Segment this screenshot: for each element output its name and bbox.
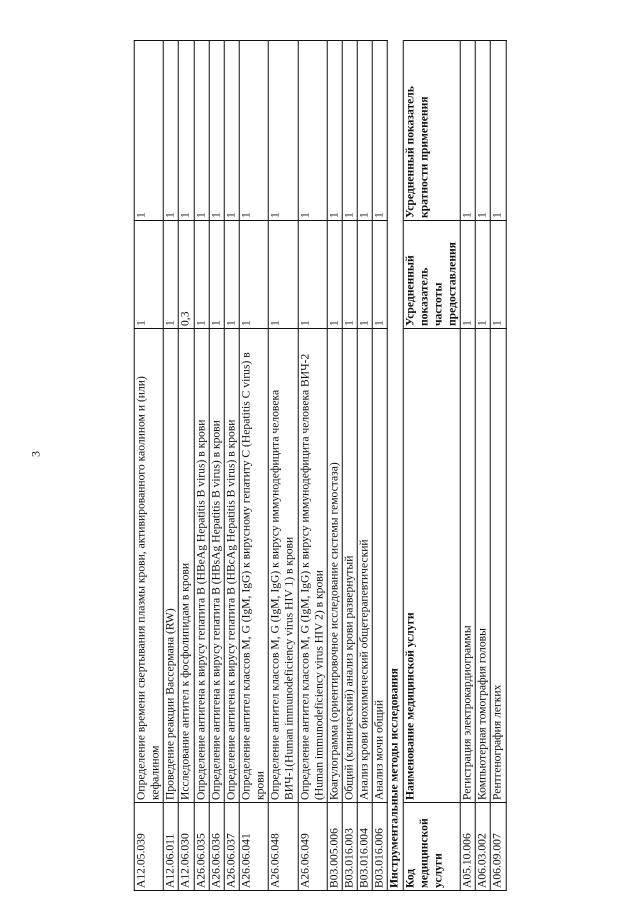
service-name: Определение времени свертывания плазмы крови, активированного каолином и (или) кефалином <box>134 329 163 803</box>
table-row <box>194 41 209 891</box>
table-row <box>460 41 475 891</box>
header-frequency: Усредненный показатель частоты предоставления <box>403 221 461 329</box>
service-name: Определение антител классов M, G (IgM, IgG) к вирусу иммунодефицита человека ВИЧ-2 (Human immunodeficiency virus HIV 2) в крови <box>298 329 327 803</box>
frequency-value: 1 <box>342 221 357 329</box>
service-name: Анализ мочи общий <box>372 329 387 803</box>
frequency-value: 1 <box>194 221 209 329</box>
header-row <box>403 41 461 891</box>
service-code: A06.03.002 <box>475 803 490 891</box>
service-code: B03.016.003 <box>342 803 357 891</box>
service-name: Исследование антител к фосфолипидам в крови <box>179 329 194 803</box>
frequency-value: 1 <box>239 221 268 329</box>
table-row <box>239 41 268 891</box>
service-code: A05.10.006 <box>460 803 475 891</box>
multiplicity-value: 1 <box>269 41 298 221</box>
table-row <box>475 41 490 891</box>
frequency-value: 1 <box>460 221 475 329</box>
frequency-value: 0,3 <box>179 221 194 329</box>
services-table <box>134 40 507 891</box>
service-name: Проведение реакции Вассермана (RW) <box>164 329 179 803</box>
multiplicity-value: 1 <box>357 41 372 221</box>
service-code: A26.06.035 <box>194 803 209 891</box>
table-row <box>269 41 298 891</box>
multiplicity-value: 1 <box>342 41 357 221</box>
service-name: Определение антител классов M, G (IgM, IgG) к вирусному гепатиту C (Hepatitis C virus) в крови <box>239 329 268 803</box>
table-row <box>224 41 239 891</box>
multiplicity-value: 1 <box>460 41 475 221</box>
instrumental-body <box>460 41 505 891</box>
service-name: Определение антигена к вирусу гепатита B (HBeAg Hepatitis B virus) в крови <box>194 329 209 803</box>
multiplicity-value: 1 <box>239 41 268 221</box>
multiplicity-value: 1 <box>194 41 209 221</box>
table-row <box>164 41 179 891</box>
header-multiplicity: Усредненный показатель кратности применения <box>403 41 461 221</box>
table-row <box>179 41 194 891</box>
service-code: A12.06.030 <box>179 803 194 891</box>
table-row <box>134 41 163 891</box>
table-row <box>372 41 387 891</box>
multiplicity-value: 1 <box>134 41 163 221</box>
header-name: Наименование медицинской услуги <box>403 329 461 803</box>
service-code: A26.06.041 <box>239 803 268 891</box>
multiplicity-value: 1 <box>475 41 490 221</box>
services-table-rotated <box>134 41 507 891</box>
section-title: Инструментальные методы исследования <box>388 41 403 891</box>
service-name: Определение антигена к вирусу гепатита B (HBcAg Hepatitis B virus) в крови <box>224 329 239 803</box>
header-code: Код медицинской услуги <box>403 803 461 891</box>
section-row <box>388 41 403 891</box>
multiplicity-value: 1 <box>491 41 506 221</box>
table-row <box>298 41 327 891</box>
frequency-value: 1 <box>372 221 387 329</box>
frequency-value: 1 <box>298 221 327 329</box>
frequency-value: 1 <box>269 221 298 329</box>
table-row <box>357 41 372 891</box>
service-code: A12.06.011 <box>164 803 179 891</box>
service-code: A26.06.037 <box>224 803 239 891</box>
service-name: Компьютерная томография головы <box>475 329 490 803</box>
table-row <box>209 41 224 891</box>
service-code: B03.005.006 <box>327 803 342 891</box>
lab-tests-body <box>134 41 387 891</box>
service-code: A06.09.007 <box>491 803 506 891</box>
frequency-value: 1 <box>357 221 372 329</box>
service-name: Определение антител классов M, G (IgM, IgG) к вирусу иммунодефицита человека ВИЧ-1(Human immunodeficiency virus HIV 1) в крови <box>269 329 298 803</box>
table-row <box>491 41 506 891</box>
page-number: 3 <box>28 451 43 457</box>
frequency-value: 1 <box>224 221 239 329</box>
service-code: B03.016.006 <box>372 803 387 891</box>
service-name: Коагулограмма (ориентировочное исследование системы гемостаза) <box>327 329 342 803</box>
table-row <box>342 41 357 891</box>
service-code: A12.05.039 <box>134 803 163 891</box>
service-code: A26.06.036 <box>209 803 224 891</box>
service-code: A26.06.048 <box>269 803 298 891</box>
multiplicity-value: 1 <box>298 41 327 221</box>
multiplicity-value: 1 <box>164 41 179 221</box>
frequency-value: 1 <box>164 221 179 329</box>
frequency-value: 1 <box>475 221 490 329</box>
service-name: Общий (клинический) анализ крови развернутый <box>342 329 357 803</box>
service-name: Рентгенография легких <box>491 329 506 803</box>
table-row <box>327 41 342 891</box>
frequency-value: 1 <box>491 221 506 329</box>
service-code: A26.06.049 <box>298 803 327 891</box>
service-name: Анализ крови биохимический общетерапевтический <box>357 329 372 803</box>
multiplicity-value: 1 <box>179 41 194 221</box>
multiplicity-value: 1 <box>209 41 224 221</box>
multiplicity-value: 1 <box>327 41 342 221</box>
service-name: Регистрация электрокардиограммы <box>460 329 475 803</box>
multiplicity-value: 1 <box>372 41 387 221</box>
multiplicity-value: 1 <box>224 41 239 221</box>
frequency-value: 1 <box>134 221 163 329</box>
frequency-value: 1 <box>209 221 224 329</box>
service-name: Определение антигена к вирусу гепатита B (HBsAg Hepatitis B virus) в крови <box>209 329 224 803</box>
service-code: B03.016.004 <box>357 803 372 891</box>
frequency-value: 1 <box>327 221 342 329</box>
